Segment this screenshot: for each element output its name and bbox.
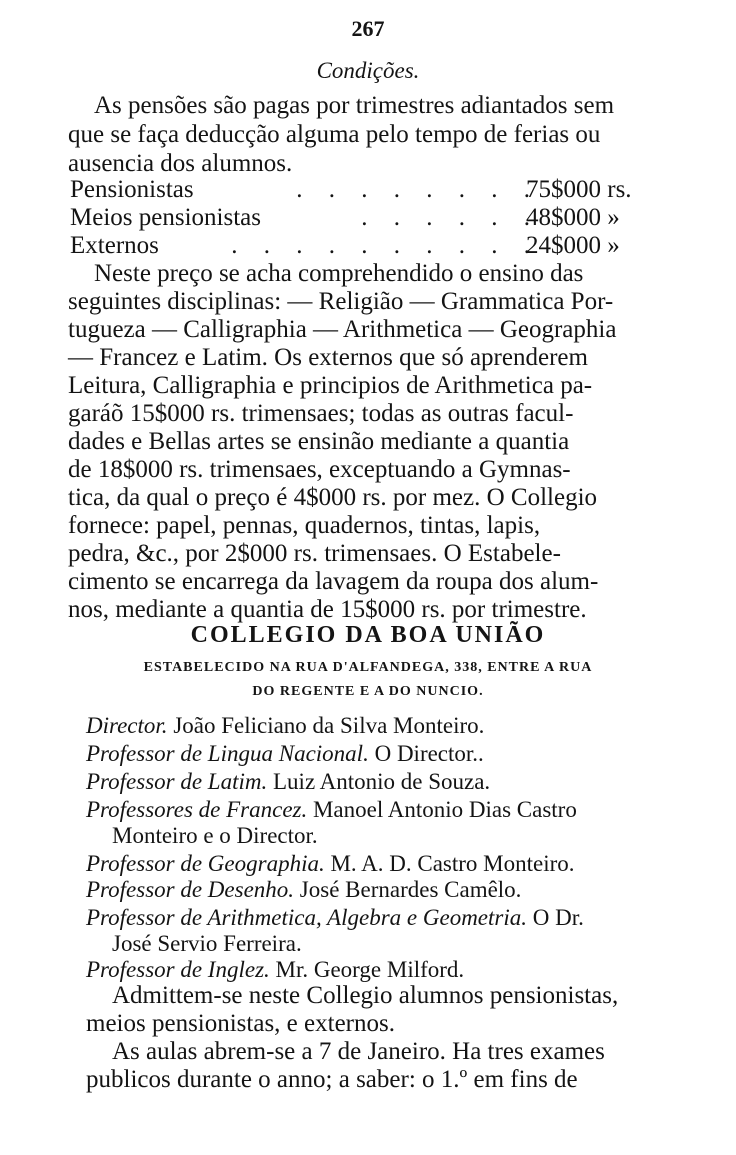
para2-line-1: Neste preço se acha comprehendido o ensino das <box>94 260 584 287</box>
staff-role: Professor de Arithmetica, Algebra e Geometria. <box>86 905 527 930</box>
staff-francez-cont <box>112 822 318 849</box>
staff-latim <box>86 768 490 795</box>
staff-arithmetica-cont <box>112 930 302 957</box>
para1-line-1: As pensões são pagas por trimestres adiantados sem <box>94 92 615 119</box>
staff-name: O Director.. <box>374 741 484 766</box>
para2-line-13: nos, mediante a quantia de 15$000 rs. por trimestre. <box>68 596 587 623</box>
staff-name: José Servio Ferreira. <box>112 931 302 956</box>
leader-dots: . . . . . . . . <box>296 176 540 203</box>
para2-line-6: garáõ 15$000 rs. trimensaes; todas as outras facul- <box>68 400 574 427</box>
para2-line-7: dades e Bellas artes se ensinão mediante a quantia <box>68 428 570 455</box>
address-line-2: DO REGENTE E A DO NUNCIO. <box>252 684 484 699</box>
para2-line-2: seguintes disciplinas: — Religião — Grammatica Por- <box>68 288 614 315</box>
para2-line-12: cimento se encarrega da lavagem da roupa dos alum- <box>68 568 599 595</box>
leader-dots: . . . . . . <box>361 204 540 231</box>
college-heading: COLLEGIO DA BOA UNIÃO <box>190 622 546 648</box>
conditions-title: Condições. <box>316 58 420 83</box>
para2-line-10: fornece: papel, pennas, quadernos, tintas, lapis, <box>68 512 541 539</box>
para1-line-2: que se faça deducção alguma pelo tempo de ferias ou <box>68 121 601 148</box>
staff-role: Professor de Geographia. <box>86 851 325 876</box>
para3-line-1: Admittem-se neste Collegio alumnos pensionistas, <box>112 982 619 1009</box>
para2-line-11: pedra, &c., por 2$000 rs. trimensaes. O Estabele- <box>68 540 561 567</box>
page-number: 267 <box>351 16 385 41</box>
staff-name: Mr. George Milford. <box>275 957 465 982</box>
staff-geographia <box>86 850 575 877</box>
address-line-1: ESTABELECIDO NA RUA D'ALFANDEGA, 338, ENTRE A RUA <box>143 660 593 675</box>
price-amount: 24$000 » <box>526 232 620 259</box>
price-amount: 75$000 rs. <box>526 176 632 203</box>
para4-line-1: As aulas abrem-se a 7 de Janeiro. Ha tres exames <box>112 1038 605 1065</box>
staff-role: Professor de Inglez. <box>86 957 270 982</box>
para2-line-5: Leitura, Calligraphia e principios de Arithmetica pa- <box>68 372 593 399</box>
staff-director <box>86 712 484 739</box>
price-label: Pensionistas <box>70 176 194 203</box>
staff-name: Monteiro e o Director. <box>112 823 318 848</box>
para4-line-2: publicos durante o anno; a saber: o 1.º em fins de <box>86 1066 578 1093</box>
staff-role: Professor de Latim. <box>86 769 268 794</box>
para1-line-3: ausencia dos alumnos. <box>68 150 293 177</box>
staff-desenho <box>86 876 521 903</box>
staff-name: José Bernardes Camêlo. <box>299 877 522 902</box>
staff-name: João Feliciano da Silva Monteiro. <box>173 713 485 738</box>
staff-name: Manoel Antonio Dias Castro <box>312 797 577 822</box>
staff-role: Professores de Francez. <box>86 797 308 822</box>
staff-inglez <box>86 956 464 983</box>
price-label: Meios pensionistas <box>70 204 261 231</box>
staff-francez <box>86 796 577 823</box>
staff-name: O Dr. <box>532 905 584 930</box>
staff-role: Professor de Lingua Nacional. <box>86 741 369 766</box>
staff-name: M. A. D. Castro Monteiro. <box>330 851 575 876</box>
price-amount: 48$000 » <box>526 204 620 231</box>
para2-line-3: tugueza — Calligraphia — Arithmetica — Geographia <box>68 316 617 343</box>
para2-line-4: — Francez e Latim. Os externos que só aprenderem <box>68 344 588 371</box>
para2-line-8: de 18$000 rs. trimensaes, exceptuando a Gymnas- <box>68 456 571 483</box>
staff-name: Luiz Antonio de Souza. <box>273 769 491 794</box>
staff-arithmetica <box>86 904 584 931</box>
staff-lingua-nacional <box>86 740 484 767</box>
staff-role: Director. <box>86 713 168 738</box>
leader-dots: . . . . . . . . . . <box>231 232 540 259</box>
staff-role: Professor de Desenho. <box>86 877 295 902</box>
price-label: Externos <box>70 232 159 259</box>
para3-line-2: meios pensionistas, e externos. <box>86 1010 395 1037</box>
para2-line-9: tica, da qual o preço é 4$000 rs. por mez. O Collegio <box>68 484 598 511</box>
